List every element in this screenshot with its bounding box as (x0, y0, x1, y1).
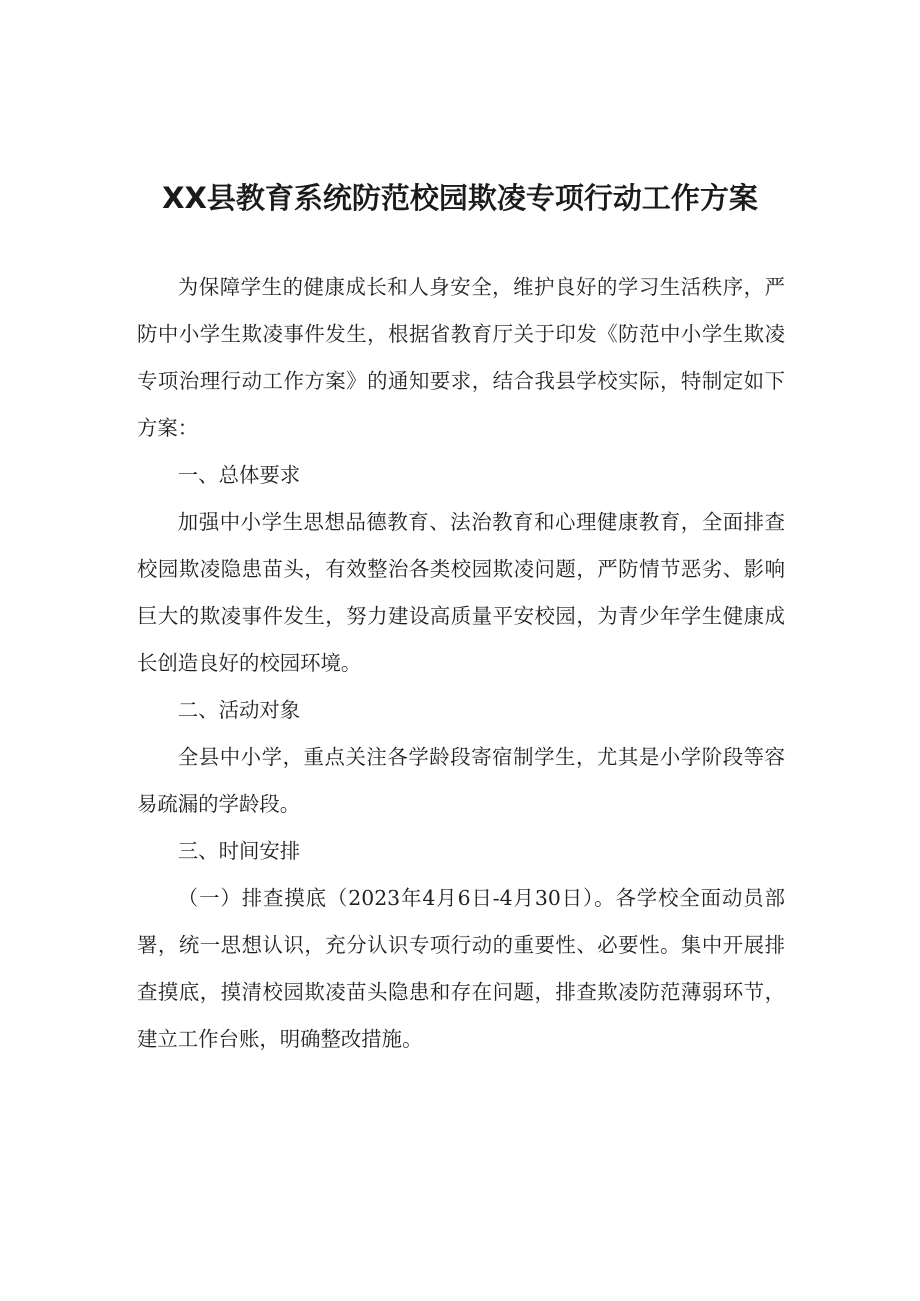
section-text-schedule: （一）排查摸底（2023年4月6日-4月30日）。各学校全面动员部署，统一思想认识，充分认识专项行动的重要性、必要性。集中开展排查摸底，摸清校园欺凌苗头隐患和存在问题，排查欺凌防范薄弱环节，建立工作台账，明确整改措施。 (137, 886, 785, 1051)
section-heading-general-requirements: 一、总体要求 (177, 463, 301, 487)
section-text-general-requirements: 加强中小学生思想品德教育、法治教育和心理健康教育，全面排查校园欺凌隐患苗头，有效整治各类校园欺凌问题，严防情节恶劣、影响巨大的欺凌事件发生，努力建设高质量平安校园，为青少年学生健康成长创造良好的校园环境。 (137, 510, 785, 675)
section-text-activity-targets: 全县中小学，重点关注各学龄段寄宿制学生，尤其是小学阶段等容易疏漏的学龄段。 (137, 745, 785, 816)
document-title: XX县教育系统防范校园欺凌专项行动工作方案 (162, 181, 758, 215)
section-heading-activity-targets: 二、活动对象 (177, 698, 301, 722)
intro-paragraph: 为保障学生的健康成长和人身安全，维护良好的学习生活秩序，严防中小学生欺凌事件发生，根据省教育厅关于印发《防范中小学生欺凌专项治理行动工作方案》的通知要求，结合我县学校实际，特制定如下方案： (137, 275, 785, 440)
section-heading-schedule: 三、时间安排 (177, 839, 301, 863)
